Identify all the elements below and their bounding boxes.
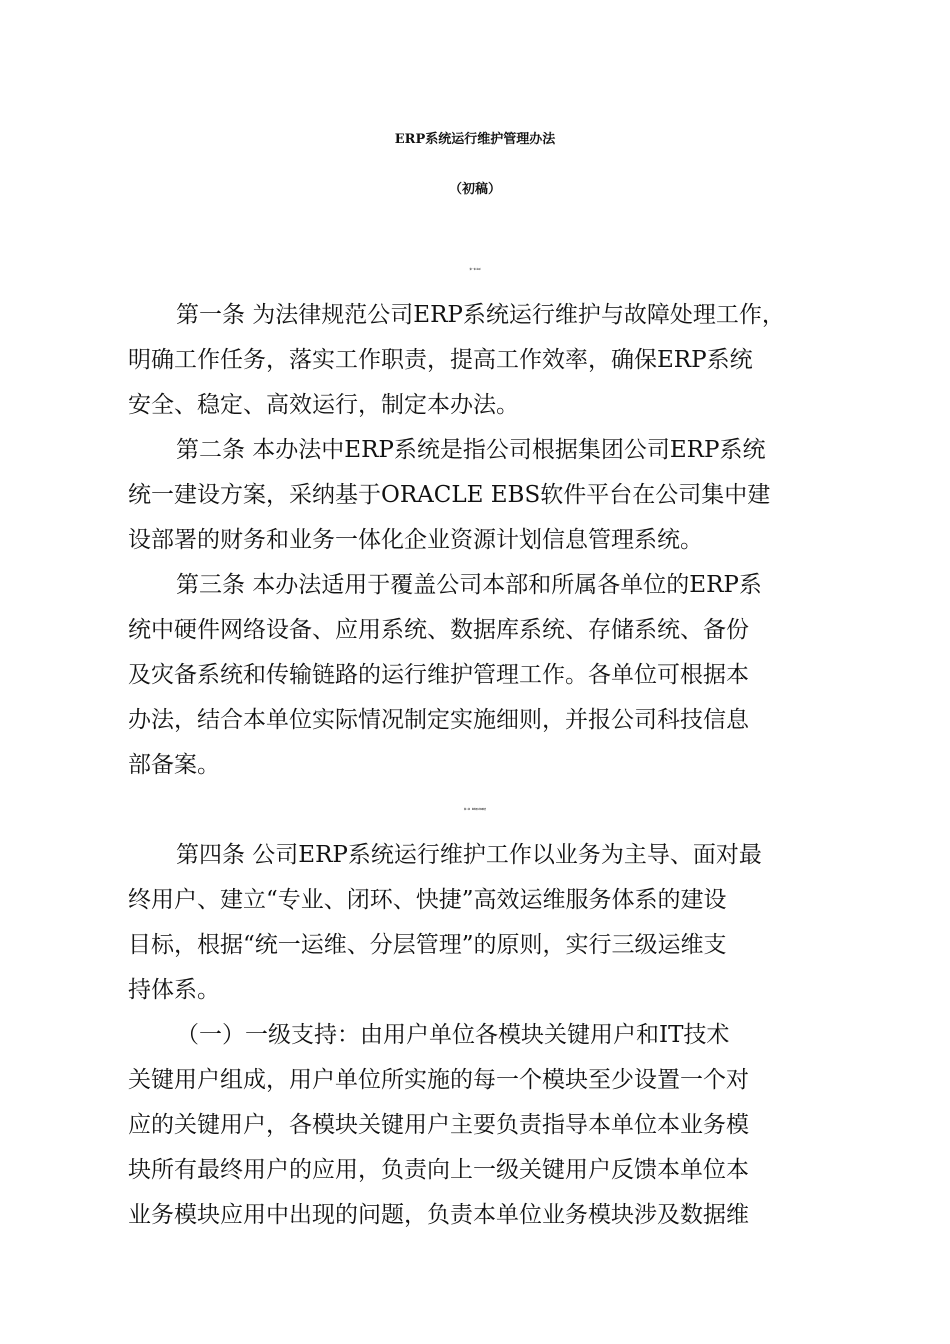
article-3-line-4: 办法，结合本单位实际情况制定实施细则，并报公司科技信息 [128, 707, 749, 733]
article-3-line-5: 部备案。 [128, 752, 220, 778]
item-1-line-4: 块所有最终用户的应用，负责向上一级关键用户反馈本单位本 [128, 1157, 749, 1183]
article-1-line-3: 安全、稳定、高效运行，制定本办法。 [128, 392, 519, 418]
article-4-line-1: 第四条 公司ERP系统运行维护工作以业务为主导、面对最 [176, 842, 762, 868]
item-1-line-2: 关键用户组成，用户单位所实施的每一个模块至少设置一个对 [128, 1067, 749, 1093]
article-4-line-3: 目标，根据“统一运维、分层管理”的原则，实行三级运维支 [128, 932, 727, 958]
chapter-heading-2: 第二章 组织形式和职责 [463, 809, 486, 811]
article-3-line-1: 第三条 本办法适用于覆盖公司本部和所属各单位的ERP系 [176, 572, 762, 598]
article-1-line-1: 第一条 为法律规范公司ERP系统运行维护与故障处理工作， [176, 302, 785, 328]
document-title: ERP系统运行维护管理办法 [394, 132, 556, 147]
article-3-line-2: 统中硬件网络设备、应用系统、数据库系统、存储系统、备份 [128, 617, 749, 643]
article-4-line-4: 持体系。 [128, 977, 220, 1003]
article-2-line-3: 设部署的财务和业务一体化企业资源计划信息管理系统。 [128, 527, 703, 553]
article-3-line-3: 及灾备系统和传输链路的运行维护管理工作。各单位可根据本 [128, 662, 749, 688]
article-4-line-2: 终用户、建立“专业、闭环、快捷”高效运维服务体系的建设 [128, 887, 727, 913]
document-subtitle: （初稿） [448, 182, 501, 197]
article-2-line-1: 第二条 本办法中ERP系统是指公司根据集团公司ERP系统 [176, 437, 766, 463]
chapter-heading-1: 第一章 总则 [469, 269, 481, 271]
article-2-line-2: 统一建设方案，采纳基于ORACLE EBS软件平台在公司集中建 [128, 482, 771, 508]
item-1-line-5: 业务模块应用中出现的问题，负责本单位业务模块涉及数据维 [128, 1202, 749, 1228]
article-1-line-2: 明确工作任务，落实工作职责，提高工作效率，确保ERP系统 [128, 347, 753, 373]
item-1-line-3: 应的关键用户，各模块关键用户主要负责指导本单位本业务模 [128, 1112, 749, 1138]
item-1-line-1: （一）一级支持：由用户单位各模块关键用户和IT技术 [176, 1022, 730, 1048]
